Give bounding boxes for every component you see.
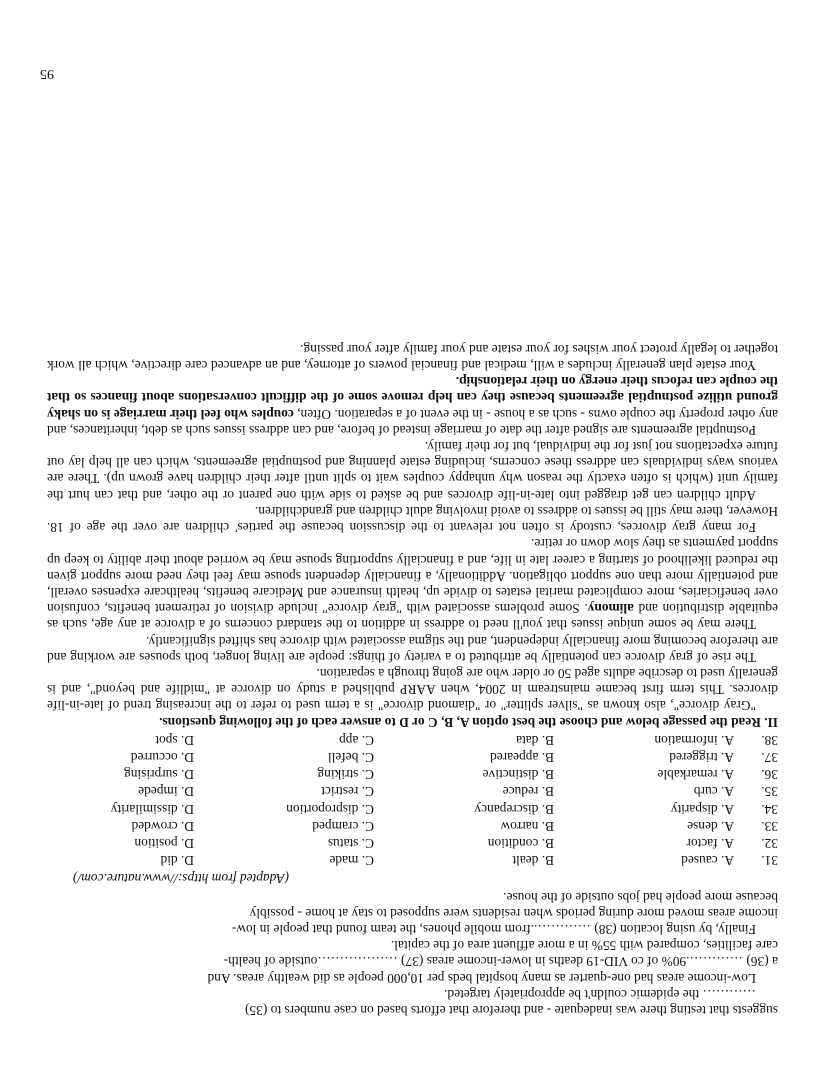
question-number: 34.	[761, 801, 778, 817]
question-row	[47, 799, 778, 816]
option-d: D. impede	[138, 784, 194, 800]
option-b: B. reduce	[502, 784, 554, 800]
passage-line: care facilities, compared with 55% in a more affluent area of the capital.	[390, 938, 778, 954]
option-c: C. status	[327, 835, 374, 851]
option-b: B. distinctive	[482, 767, 554, 783]
paragraph: The rise of gray divorce can potentially be attributed to a variety of things: people are living longer, both spouses are working and are therefore becoming more financially independent, and the stigma associated with divorce has shifted significantly.	[47, 633, 778, 665]
question-number: 36.	[761, 767, 778, 783]
option-b: B. data	[516, 732, 554, 748]
option-d: D. occurred	[130, 749, 194, 765]
paragraph: Your estate plan generally includes a will, medical and financial powers of attorney, and an advanced care directive, which all work together to legally protect your wishes for your estate and your family after your passing.	[47, 341, 778, 374]
question-row	[47, 748, 778, 765]
option-a: A. factor	[686, 835, 734, 851]
question-number: 38.	[761, 732, 778, 748]
paragraph-text: . Some problems associated with "gray divorce" include division of retirement benefits, confusion over beneficiaries, more complicated marital estates to divide up, health insurance and Medicare benefits, healthcare expenses overall, and potentially more than one support obligation. Additionally, a financially dependent spouse may feel they need more support given the reduced likelihood of starting a career late in life, and a financially supporting spouse may be worried about their ability to keep up support payments as they slow down or retire.	[46, 536, 778, 617]
option-b: B. condition	[487, 835, 554, 851]
option-d: D. dissimilarity	[110, 801, 194, 817]
option-c: C. made	[329, 853, 374, 869]
passage-line: because more people had jobs outside of the house.	[503, 889, 778, 905]
option-a: A. dense	[687, 818, 734, 834]
passage-line: Low-income areas had one-quarter as many hospital beds per 10,000 people as did wealthy areas. And	[207, 970, 756, 986]
paragraph: For many gray divorces, custody is often not relevant to the discussion because the parties' children are over the age of 18. However, there may still be issues to address to avoid involving adult children and grandchildren.	[47, 503, 778, 536]
answer-options-table	[47, 731, 778, 869]
option-a: A. information	[654, 732, 734, 748]
option-d: D. surprising	[124, 767, 194, 783]
option-d: D. spot	[155, 732, 194, 748]
option-c: C. disproportion	[286, 801, 374, 817]
option-a: A. disparity	[670, 801, 734, 817]
option-a: A. caused	[681, 853, 734, 869]
option-b: B. narrow	[500, 818, 554, 834]
page-number: 95	[40, 66, 54, 81]
option-b: B. dealt	[512, 853, 554, 869]
paragraph-text: Postnuptial agreements are signed after the date of marriage instead of before, and can address issues such as debt, inheritances, and any other property the couple owns - such as a house - in the event of a separation. Often,	[47, 406, 778, 438]
option-c: C. befell	[327, 749, 374, 765]
option-d: D. crowded	[131, 818, 194, 834]
question-number: 37.	[761, 749, 778, 765]
paragraph	[47, 373, 778, 438]
option-b: B. appeared	[490, 749, 554, 765]
question-row	[47, 851, 778, 868]
option-b: B. discrepancy	[474, 801, 554, 817]
option-c: C. cramped	[312, 818, 374, 834]
passage-line: suggests that testing there was inadequate - and therefore that efforts based on case numbers to (35)	[245, 1003, 778, 1018]
question-row	[47, 765, 778, 782]
option-c: C. restrict	[321, 784, 374, 800]
passage-line: a (36) ………….90% of co VID-19 deaths in lower-income areas (37) ………………outside of health-	[223, 954, 778, 970]
question-row	[47, 782, 778, 799]
paragraph: "Gray divorce", also known as "silver splitter" or "diamond divorce" is a term used to refer to the increasing trend of late-in-life divorces. This term first became mainstream in 2004, when AARP published a study on divorce at "midlife and beyond", and is generally used to describe adults aged 50 or older who are going through a separation.	[47, 665, 778, 714]
bold-term-alimony: alimony	[587, 601, 634, 617]
passage-line: ………… the epidemic couldn't be appropriately targeted.	[444, 986, 756, 1002]
passage-line: Finally, by using location (38) …………..from mobile phones, the team found that people in low-	[231, 921, 756, 937]
option-c: C. striking	[317, 767, 374, 783]
page-content	[47, 341, 778, 1018]
question-row	[47, 817, 778, 834]
question-row	[47, 834, 778, 851]
question-number: 35.	[761, 784, 778, 800]
option-d: D. did	[160, 853, 194, 869]
bold-sentence: couples who feel their marriage is on shaky ground utilize postnuptial agreements because they can help remove some of the difficult conversations about finances so that the couple can refocus their energy on their relationship.	[47, 374, 778, 422]
paragraph	[47, 535, 778, 632]
option-a: A. remarkable	[657, 767, 734, 783]
source-citation: (Adapted from https://www.nature.com/)	[73, 871, 289, 887]
option-c: C. app	[339, 732, 374, 748]
passage-line: income areas moved more during periods when residents were supposed to stay at home - possibly	[249, 905, 778, 921]
section-heading: II. Read the passage below and choose the best option A, B, C or D to answer each of the following questions.	[159, 714, 778, 730]
question-number: 32.	[761, 835, 778, 851]
option-a: A. triggered	[669, 749, 734, 765]
question-number: 33.	[761, 818, 778, 834]
question-row	[47, 731, 778, 748]
paragraph-text: There may be some unique issues that you'll need to address in addition to the standard concerns of a divorce at any age, such as equitable distribution and	[47, 601, 778, 633]
option-a: A. curb	[693, 784, 734, 800]
paragraph: Adult children can get dragged into late-in-life divorces and be asked to side with one parent or the other, and that can hurt the family unit (which is often exactly the reason why unhappy couples wait to split until after their children have grown up). There are various ways individuals can address these concerns, including estate planning and postnuptial agreements, which can all help lay out future expectations not just for the individual, but for their family.	[47, 439, 778, 503]
question-number: 31.	[761, 853, 778, 869]
option-d: D. position	[134, 835, 194, 851]
